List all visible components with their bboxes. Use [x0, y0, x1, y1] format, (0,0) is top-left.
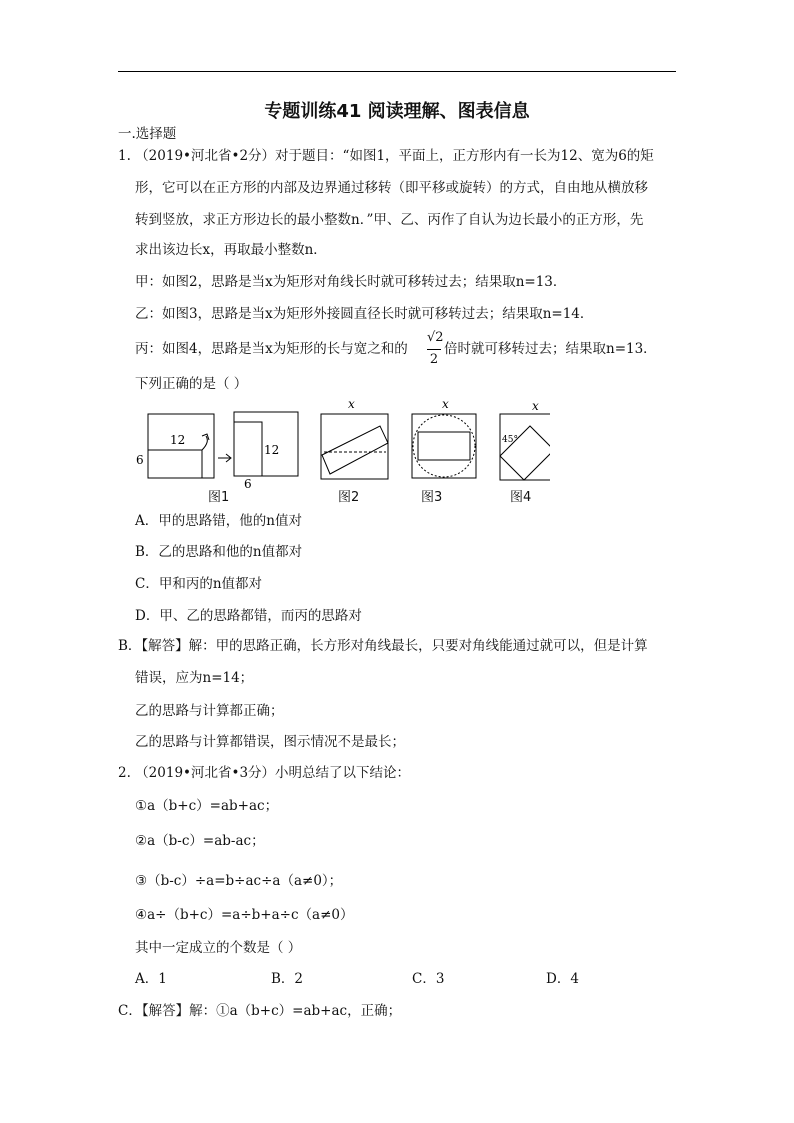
q2-option-d: D．4 [546, 971, 579, 987]
q2-option-a: A．1 [135, 971, 167, 987]
fig1b-label-6: 6 [244, 477, 252, 491]
q1-line-2: 形，它可以在正方形的内部及边界通过移转（即平移或旋转）的方式，自由地从横放移 [135, 180, 648, 196]
q1-answer-line-3: 乙的思路与计算都正确； [135, 703, 284, 719]
q1-option-a: A．甲的思路错，他的n值对 [135, 513, 302, 529]
q2-prompt: 其中一定成立的个数是（ ） [135, 940, 302, 956]
fig1-label-6: 6 [136, 453, 144, 467]
q2-statement-4: ④a÷（b+c）=a÷b+a÷c（a≠0） [135, 907, 354, 923]
q1-option-d: D．甲、乙的思路都错，而丙的思路对 [135, 608, 362, 624]
q1-line-1: 1. （2019•河北省•2分）对于题目：“如图1，平面上，正方形内有一长为12、宽为6的矩 [118, 148, 654, 164]
q1-approach-jia: 甲：如图2，思路是当x为矩形对角线长时就可移转过去；结果取n=13． [135, 274, 567, 290]
fig4-square [500, 414, 550, 480]
fig3-x-label: x [442, 397, 449, 411]
fig2-x-label: x [348, 397, 355, 411]
fig4-x-label: x [532, 399, 539, 413]
q2-line-1: 2. （2019•河北省•3分）小明总结了以下结论： [118, 765, 411, 781]
q1-line-4: 求出该边长x，再取最小整数n． [135, 242, 327, 258]
rotate-arrow-icon [202, 436, 207, 450]
header-rule [118, 71, 676, 72]
q2-statement-1: ①a（b+c）=ab+ac； [135, 798, 279, 814]
q1-approach-bing: 丙：如图4，思路是当x为矩形的长与宽之和的 [135, 341, 408, 357]
q2-statement-2: ②a（b-c）=ab-ac； [135, 833, 265, 849]
q1-line-3: 转到竖放，求正方形边长的最小整数n．”甲、乙、丙作了自认为边长最小的正方形，先 [135, 212, 644, 228]
fig3-square [412, 414, 476, 478]
q1-answer-line-4: 乙的思路与计算都错误，图示情况不是最长； [135, 734, 405, 750]
caption-fig2: 图2 [338, 490, 360, 505]
q1-approach-yi: 乙：如图3，思路是当x为矩形外接圆直径长时就可移转过去；结果取n=14． [135, 306, 594, 322]
fig1-label-12: 12 [170, 433, 186, 447]
q2-statement-3: ③（b-c）÷a=b÷ac÷a（a≠0）； [135, 873, 343, 889]
page-title: 专题训练41 阅读理解、图表信息 [264, 101, 530, 122]
caption-fig1: 图1 [208, 490, 230, 505]
q2-option-b: B．2 [271, 971, 304, 987]
fig2-square [321, 414, 388, 479]
fig4-angle-label: 45° [502, 435, 518, 445]
q1-option-b: B．乙的思路和他的n值都对 [135, 544, 303, 560]
fig1b-label-12: 12 [264, 443, 280, 457]
caption-fig3: 图3 [421, 490, 443, 505]
q1-option-c: C．甲和丙的n值都对 [135, 576, 263, 592]
q1-approach-bing-end: 倍时就可移转过去；结果取n=13． [444, 341, 657, 357]
q2-answer-line-1: C．【解答】解：①a（b+c）=ab+ac，正确； [118, 1003, 402, 1019]
q1-answer-line-1: B．【解答】解：甲的思路正确，长方形对角线最长，只要对角线能通过就可以，但是计算 [118, 638, 648, 654]
fraction-denominator: 2 [429, 352, 439, 367]
q1-prompt: 下列正确的是（ ） [135, 376, 248, 392]
fraction-numerator: √2 [427, 330, 444, 345]
caption-fig4: 图4 [510, 490, 532, 505]
fig2-diagonal-rect [322, 426, 388, 474]
q1-answer-line-2: 错误，应为n=14； [135, 670, 254, 686]
fig1-rect-horizontal [148, 450, 202, 478]
fig1b-rect-vertical [234, 422, 262, 476]
fig3-circle [413, 415, 475, 477]
sqrt2-over-2-fraction [427, 330, 444, 367]
section-heading: 一.选择题 [118, 126, 177, 142]
q2-option-c: C．3 [412, 971, 445, 987]
fig3-rect [418, 432, 470, 460]
